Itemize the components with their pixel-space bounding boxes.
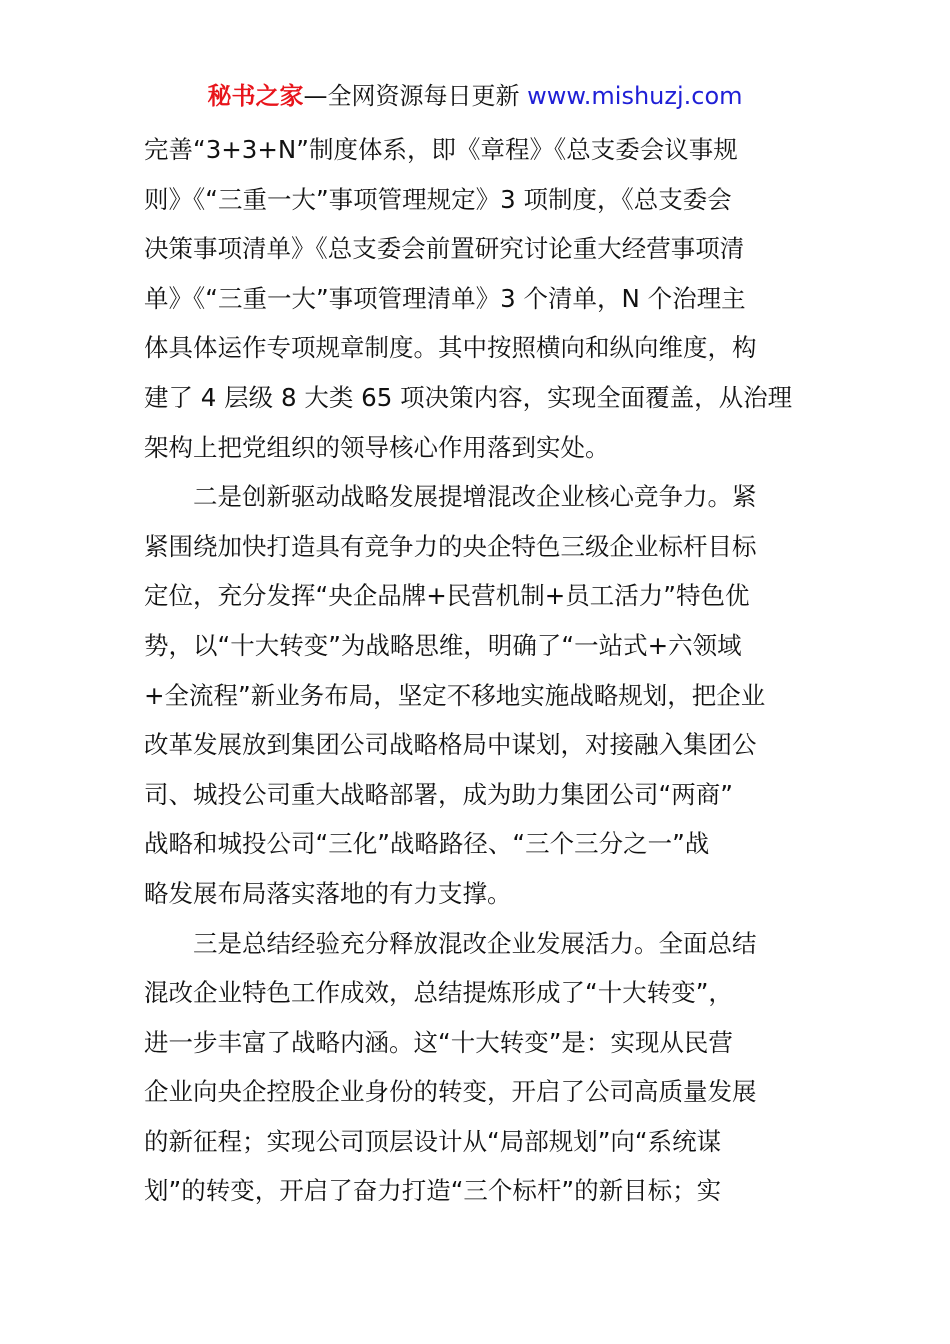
- header-tagline: —全网资源每日更新: [303, 82, 528, 110]
- brand-name: 秘书之家: [207, 82, 304, 110]
- text-line: 单》《“三重一大”事项管理清单》3 个清单，N 个治理主: [144, 283, 746, 313]
- text-line: 紧围绕加快打造具有竞争力的央企特色三级企业标杆目标: [144, 531, 757, 561]
- text-line: 建了 4 层级 8 大类 65 项决策内容，实现全面覆盖，从治理: [144, 382, 793, 412]
- text-line: 划”的转变，开启了奋力打造“三个标杆”的新目标；实: [144, 1176, 722, 1206]
- text-line: 完善“3+3+N”制度体系，即《章程》《总支委会议事规: [144, 135, 738, 164]
- text-line: 司、城投公司重大战略部署，成为助力集团公司“两商”: [144, 779, 733, 809]
- text-line: 进一步丰富了战略内涵。这“十大转变”是：实现从民营: [144, 1027, 733, 1057]
- site-header: [0, 80, 950, 112]
- text-line: 改革发展放到集团公司战略格局中谋划，对接融入集团公: [144, 730, 757, 760]
- paragraph-start-line: 二是创新驱动战略发展提增混改企业核心竞争力。紧: [193, 482, 757, 512]
- text-line: 架构上把党组织的领导核心作用落到实处。: [144, 432, 610, 462]
- text-line: 定位，充分发挥“央企品牌+民营机制+员工活力”特色优: [144, 581, 750, 611]
- text-line: 略发展布局落实落地的有力支撑。: [144, 878, 512, 908]
- text-line: 体具体运作专项规章制度。其中按照横向和纵向维度，构: [144, 333, 757, 363]
- header-url-link[interactable]: www.mishuzj.com: [527, 82, 743, 110]
- document-body: [144, 125, 808, 1216]
- text-line: 势，以“十大转变”为战略思维，明确了“一站式+六领域: [144, 630, 742, 660]
- text-line: +全流程”新业务布局，坚定不移地实施战略规划，把企业: [144, 680, 766, 710]
- text-line: 企业向央企控股企业身份的转变，开启了公司高质量发展: [144, 1077, 757, 1107]
- text-line: 混改企业特色工作成效，总结提炼形成了“十大转变”，: [144, 978, 733, 1008]
- text-line: 决策事项清单》《总支委会前置研究讨论重大经营事项清: [144, 234, 745, 264]
- text-line: 则》《“三重一大”事项管理规定》3 项制度，《总支委会: [144, 184, 732, 214]
- text-line: 的新征程；实现公司顶层设计从“局部规划”向“系统谋: [144, 1126, 722, 1156]
- text-line: 战略和城投公司“三化”战略路径、“三个三分之一”战: [144, 829, 710, 859]
- paragraph-start-line: 三是总结经验充分释放混改企业发展活力。全面总结: [193, 928, 757, 958]
